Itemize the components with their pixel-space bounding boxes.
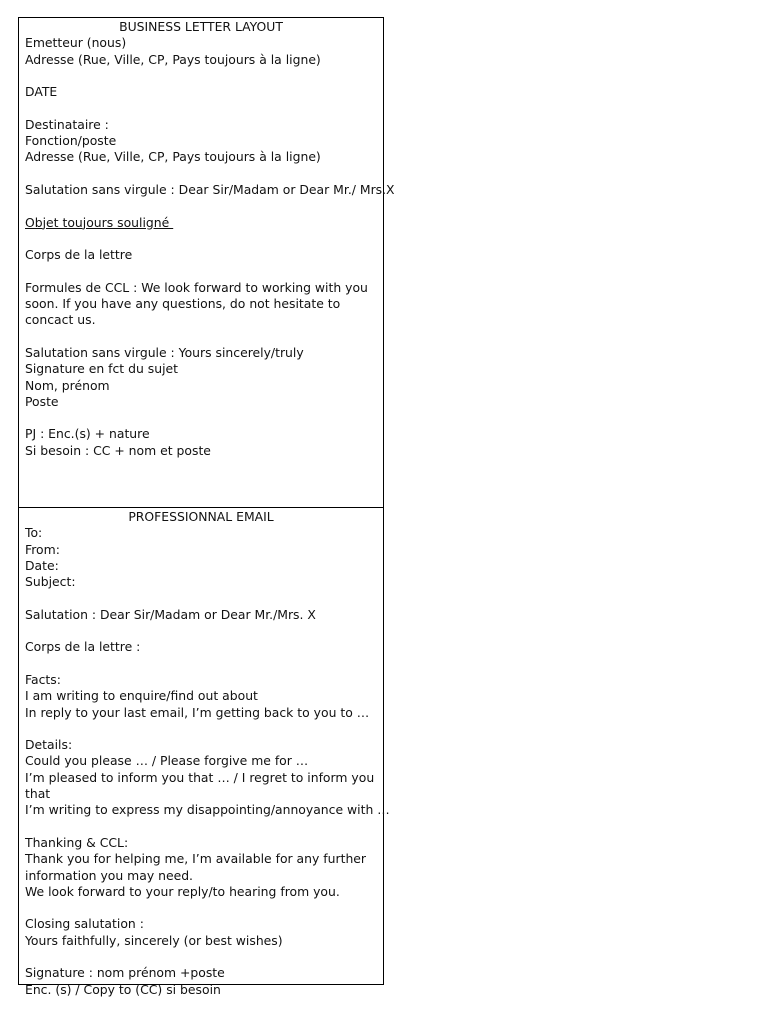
email-line: Thank you for helping me, I’m available for any further information you may need.: [25, 851, 367, 883]
email-blank-line: [25, 900, 377, 916]
email-line: Corps de la lettre :: [25, 639, 141, 655]
letter-line: Poste: [25, 393, 59, 409]
email-line: Facts:: [25, 671, 61, 687]
professional-email-title: PROFESSIONNAL EMAIL: [128, 509, 274, 524]
email-line: From:: [25, 541, 60, 557]
email-line: Thanking & CCL:: [25, 834, 129, 850]
email-blank-line: [25, 949, 377, 965]
email-line: I’m writing to express my disappointing/annoyance with …: [25, 802, 390, 818]
business-letter-title: BUSINESS LETTER LAYOUT: [119, 19, 283, 34]
letter-blank-line: [25, 68, 377, 84]
business-letter-cell: [19, 18, 395, 508]
letter-blank-line: [25, 198, 377, 214]
email-blank-line: [25, 656, 377, 672]
letter-line: Signature en fct du sujet: [25, 361, 178, 377]
email-line: Details:: [25, 737, 73, 753]
letter-line: DATE: [25, 84, 58, 100]
letter-line: Formules de CCL : We look forward to working with you soon. If you have any questions, do not hesitate to concact us.: [25, 279, 368, 328]
email-line: Date:: [25, 557, 59, 573]
letter-line: Nom, prénom: [25, 377, 110, 393]
email-blank-line: [25, 819, 377, 835]
email-line: Signature : nom prénom +poste: [25, 965, 225, 981]
letter-line: Salutation sans virgule : Yours sincerely/truly: [25, 344, 304, 360]
letter-line: Destinataire :: [25, 116, 109, 132]
subject-underlined-text: Objet toujours souligné: [25, 214, 174, 230]
email-line: I’m pleased to inform you that … / I regret to inform you that: [25, 769, 375, 802]
letter-line: Fonction/poste: [25, 133, 117, 149]
letter-blank-line: [25, 329, 377, 345]
letter-line: [25, 215, 377, 231]
email-blank-line: [25, 721, 377, 737]
letter-line: PJ : Enc.(s) + nature: [25, 426, 150, 442]
letter-line: Adresse (Rue, Ville, CP, Pays toujours à la ligne): [25, 149, 321, 165]
email-line: Closing salutation :: [25, 916, 144, 932]
email-blank-line: [25, 590, 377, 606]
letter-blank-line: [25, 166, 377, 182]
email-line: Yours faithfully, sincerely (or best wishes): [25, 932, 283, 948]
document-table: [18, 17, 395, 997]
letter-blank-line: [25, 231, 377, 247]
email-blank-line: [25, 623, 377, 639]
email-line: In reply to your last email, I’m getting back to you to …: [25, 704, 370, 720]
letter-blank-line: [25, 263, 377, 279]
letter-blank-line: [25, 100, 377, 116]
professional-email-cell: [19, 508, 390, 997]
letter-line: Adresse (Rue, Ville, CP, Pays toujours à la ligne): [25, 51, 321, 67]
letter-line: Si besoin : CC + nom et poste: [25, 442, 211, 458]
letter-line: Emetteur (nous): [25, 35, 127, 51]
email-line: Subject:: [25, 574, 76, 590]
letter-blank-line: [25, 410, 377, 426]
letter-line: Salutation sans virgule : Dear Sir/Madam or Dear Mr./ Mrs.X: [25, 181, 395, 197]
email-line: To:: [25, 525, 43, 541]
email-line: We look forward to your reply/to hearing from you.: [25, 883, 340, 899]
email-line: Could you please … / Please forgive me for …: [25, 753, 309, 769]
email-line: Enc. (s) / Copy to (CC) si besoin: [25, 981, 221, 997]
letter-line: Corps de la lettre: [25, 247, 133, 263]
email-line: Salutation : Dear Sir/Madam or Dear Mr./Mrs. X: [25, 606, 316, 622]
email-line: I am writing to enquire/find out about: [25, 688, 258, 704]
